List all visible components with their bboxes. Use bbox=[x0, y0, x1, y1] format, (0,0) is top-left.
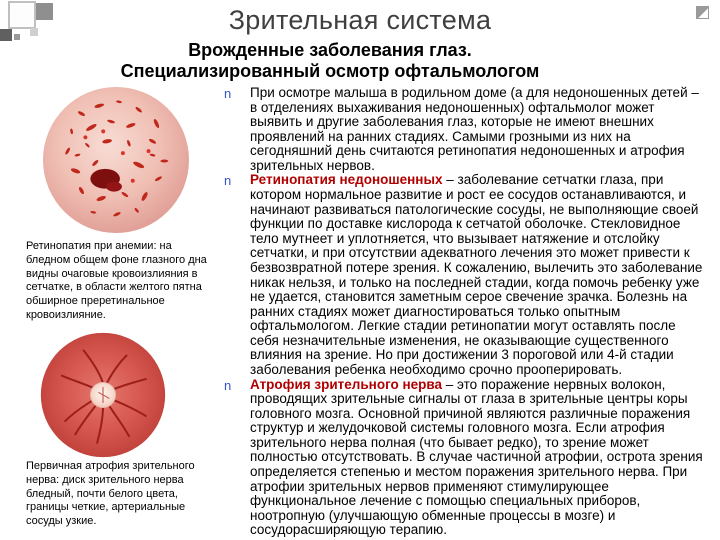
fundus-photo-optic-atrophy bbox=[40, 332, 166, 458]
bullet-text bbox=[250, 173, 706, 377]
figure-column bbox=[24, 86, 224, 538]
bullet-lead: Атрофия зрительного нерва bbox=[250, 376, 443, 392]
body-text bbox=[224, 86, 706, 538]
slide-title: Зрительная система bbox=[228, 5, 492, 35]
figure-caption-retinopathy: Ретинопатия при анемии: на бледном общем фоне глазного дна видны очаговые кровоизлияния в сетчатке, в области желтого пятна обширное преретинальное кровоизлияние. bbox=[26, 240, 207, 321]
fundus-photo-retinopathy bbox=[42, 86, 190, 234]
bullet-body: – это поражение нервных волокон, проводящих зрительные сигналы от глаза в зрительные центры коры головного мозга. Основной причиной являются различные поражения структур и желудочковой системы головного мозга. Если атрофия зрительного нерва полная (что бывает редко), то зрение может полностью отсутствовать. В случае частичной атрофии, острота зрения определяется степенью и местом поражения зрительного нерва. При атрофии зрительных нервов применяют стимулирующее функциональное лечение с помощью специальных приборов, ноотропную (улучшающую обменные процессы в мозге) и сосудорасширяющую терапию. bbox=[250, 376, 703, 538]
bullet-marker: n bbox=[224, 173, 232, 189]
subtitle-line-2: Специализированный осмотр офтальмологом bbox=[120, 61, 540, 82]
bullet-text bbox=[250, 86, 706, 173]
bullet-lead: Ретинопатия недоношенных bbox=[250, 172, 443, 188]
bullet-body: При осмотре малыша в родильном доме (а для недоношенных детей – в отделениях выхаживания недоношенных) офтальмолог может выявить и другие заболевания глаз, которые не имеют внешних проявлений на ранних стадиях. Самыми грозными из них на сегодняшний день считаются ретинопатия недоношенных и атрофия зрительных нервов. bbox=[250, 85, 699, 173]
subtitle-line-1: Врожденные заболевания глаз. bbox=[188, 40, 472, 60]
bullet-body: – заболевание сетчатки глаза, при котором нормальное развитие и рост ее сосудов останавливаются, и начинают развиваться патологические сосуды, не выполняющие своей функции по доставке кислорода к сетчатой оболочке. Стекловидное тело мутнеет и уплотняется, что вызывает натяжение и отслойку сетчатки, и при отсутствии адекватного лечения это может привести к безвозвратной потере зрения. К сожалению, вылечить это заболевание никак нельзя, и только на последней стадии, когда помочь ребенку уже не удается, становится заметным серое свечение зрачка. Болезнь на ранних стадиях может диагностироваться только опытным офтальмологом. Легкие стадии ретинопатии могут оставлять после себя незначительные изменения, не оказывающие существенного влияния на зрение. Но при достижении 3 пороговой или 4-й стадии заболевания ребенка необходимо срочно прооперировать. bbox=[250, 172, 703, 377]
bullet-marker: n bbox=[224, 86, 232, 101]
bullet-item bbox=[224, 378, 706, 538]
bullet-marker: n bbox=[224, 377, 232, 393]
slide-subtitle bbox=[0, 40, 660, 82]
bullet-item bbox=[224, 173, 706, 377]
bullet-text bbox=[250, 378, 706, 538]
bullet-item bbox=[224, 86, 706, 173]
figure-caption-optic-atrophy: Первичная атрофия зрительного нерва: диск зрительного нерва бледный, почти белого цвета, границы четкие, артериальные сосуды узкие. bbox=[26, 460, 195, 527]
